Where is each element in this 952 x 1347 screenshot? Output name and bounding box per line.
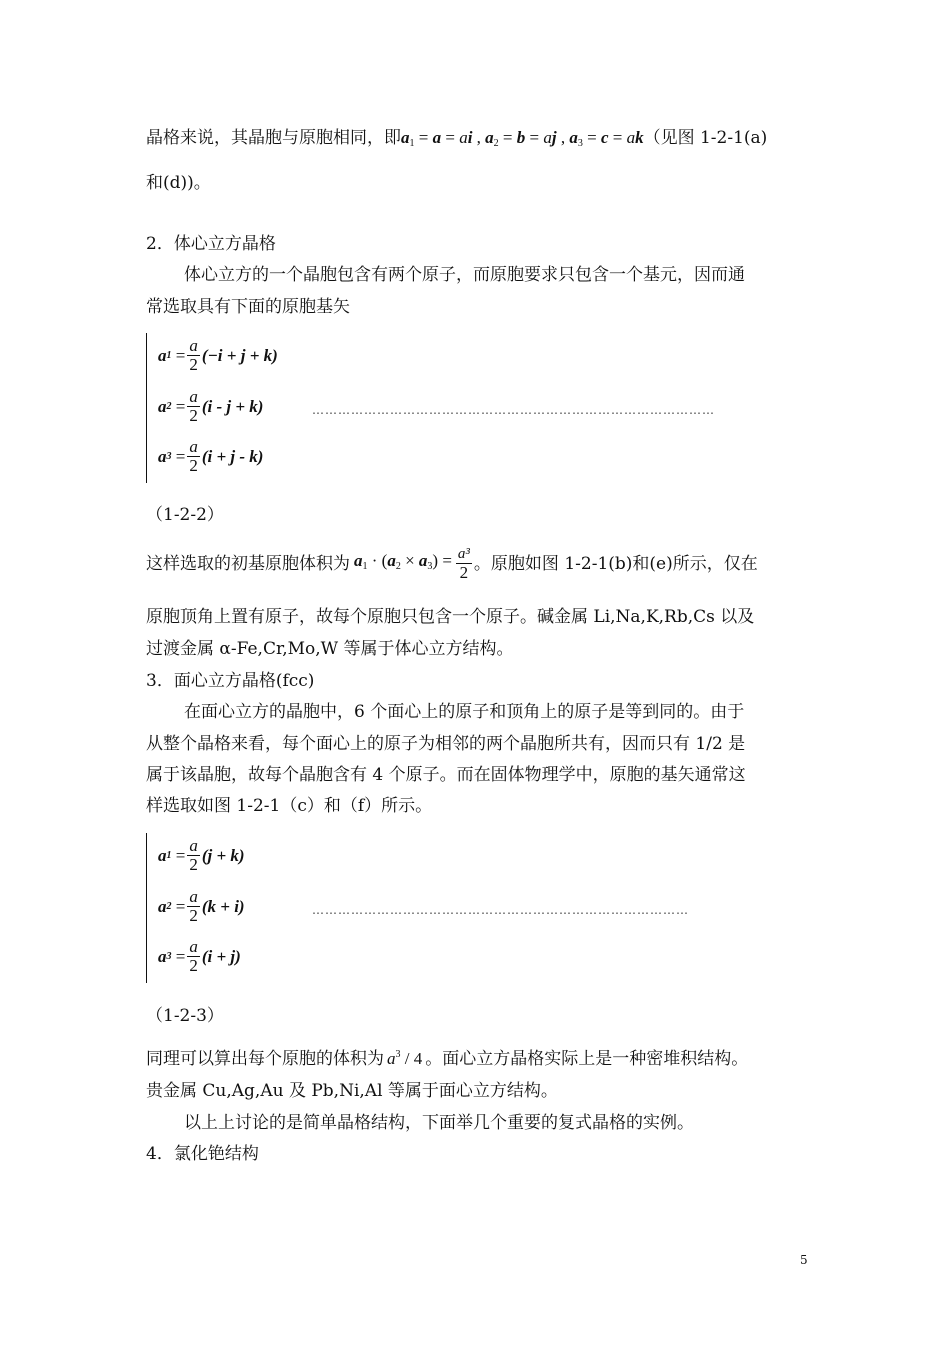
fcc-line-5: [146, 1044, 748, 1070]
eq122-row-1: a 1 = $\frac{a}{2}$ (−i + j + k): [158, 336, 278, 374]
fcc-line-6: 贵金属 Cu,Ag,Au 及 Pb,Ni,Al 等属于面心立方结构。: [146, 1081, 558, 1101]
heading-fcc: 3．面心立方晶格(fcc): [146, 671, 315, 691]
page-number: 5: [800, 1253, 808, 1267]
equation-1-2-3: [146, 833, 316, 983]
volume-fraction: $\frac{\text{a³}}{2}$: [457, 546, 470, 582]
left-brace: [146, 833, 154, 983]
leader-dots-2: ……………………………………………………………………………: [312, 903, 689, 917]
para-1-text: 晶格来说，其晶胞与原胞相同，即: [146, 128, 401, 148]
lattice-vectors-inline: $a_1 = a$ = ai , $a_2 = b$ = aj , $a_3 = c$ = ak: [401, 128, 644, 149]
heading-cscl: 4．氯化铯结构: [146, 1144, 259, 1164]
heading-bcc: 2．体心立方晶格: [146, 234, 276, 254]
fcc-line-2: 从整个晶格来看，每个面心上的原子为相邻的两个晶胞所共有，因而只有 1/2 是: [146, 734, 746, 754]
fcc-line-3: 属于该晶胞，故每个晶胞含有 4 个原子。而在固体物理学中，原胞的基矢通常这: [146, 765, 746, 785]
leader-dots-1: …………………………………………………………………………………: [312, 403, 715, 417]
fcc-volume-expression: $a^3 / 4$: [387, 1049, 423, 1068]
volume-line: [146, 545, 758, 582]
bcc-line-1: 体心立方的一个晶胞包含有两个原子，而原胞要求只包含一个基元，因而通: [184, 265, 745, 285]
eq122-row-2: a 2 = $\frac{a}{2}$ (i - j + k): [158, 387, 264, 425]
fcc-line-4: 样选取如图 1-2-1（c）和（f）所示。: [146, 796, 433, 816]
para-1-line-2: 和(d))。: [146, 173, 211, 193]
eq122-row-3: a 3 = $\frac{a}{2}$ (i + j - k): [158, 437, 264, 475]
left-brace: [146, 333, 154, 483]
equation-number-1-2-3: （1-2-3）: [146, 1006, 224, 1026]
eq123-row-1: a 1 = $\frac{a}{2}$ (j + k): [158, 836, 245, 874]
fcc-volume-text: 同理可以算出每个原胞的体积为: [146, 1049, 384, 1069]
fcc-volume-tail: 。面心立方晶格实际上是一种密堆积结构。: [425, 1049, 749, 1069]
bcc-line-3: 原胞顶角上置有原子，故每个原胞只包含一个原子。碱金属 Li,Na,K,Rb,Cs 以及: [146, 607, 755, 627]
para-1-line-1: [146, 127, 767, 155]
bcc-line-4: 过渡金属 α-Fe,Cr,Mo,W 等属于体心立方结构。: [146, 639, 514, 659]
eq123-row-2: a 2 = $\frac{a}{2}$ (k + i): [158, 887, 245, 925]
fcc-line-7: 以上上讨论的是简单晶格结构，下面举几个重要的复式晶格的实例。: [184, 1113, 694, 1133]
eq123-row-3: a 3 = $\frac{a}{2}$ (i + j): [158, 937, 241, 975]
volume-tail: 。原胞如图 1-2-1(b)和(e)所示，仅在: [473, 553, 758, 574]
fcc-line-1: 在面心立方的晶胞中，6 个面心上的原子和顶角上的原子是等到同的。由于: [184, 702, 745, 722]
para-1-tail: （见图 1-2-1(a): [643, 128, 768, 148]
equation-1-2-2: [146, 333, 316, 483]
bcc-line-2: 常选取具有下面的原胞基矢: [146, 297, 350, 317]
equation-number-1-2-2: （1-2-2）: [146, 505, 224, 525]
volume-text: 这样选取的初基原胞体积为: [146, 553, 350, 574]
volume-expression: $a_1 \cdot (a_2 \times a_3)$ =: [354, 550, 452, 572]
